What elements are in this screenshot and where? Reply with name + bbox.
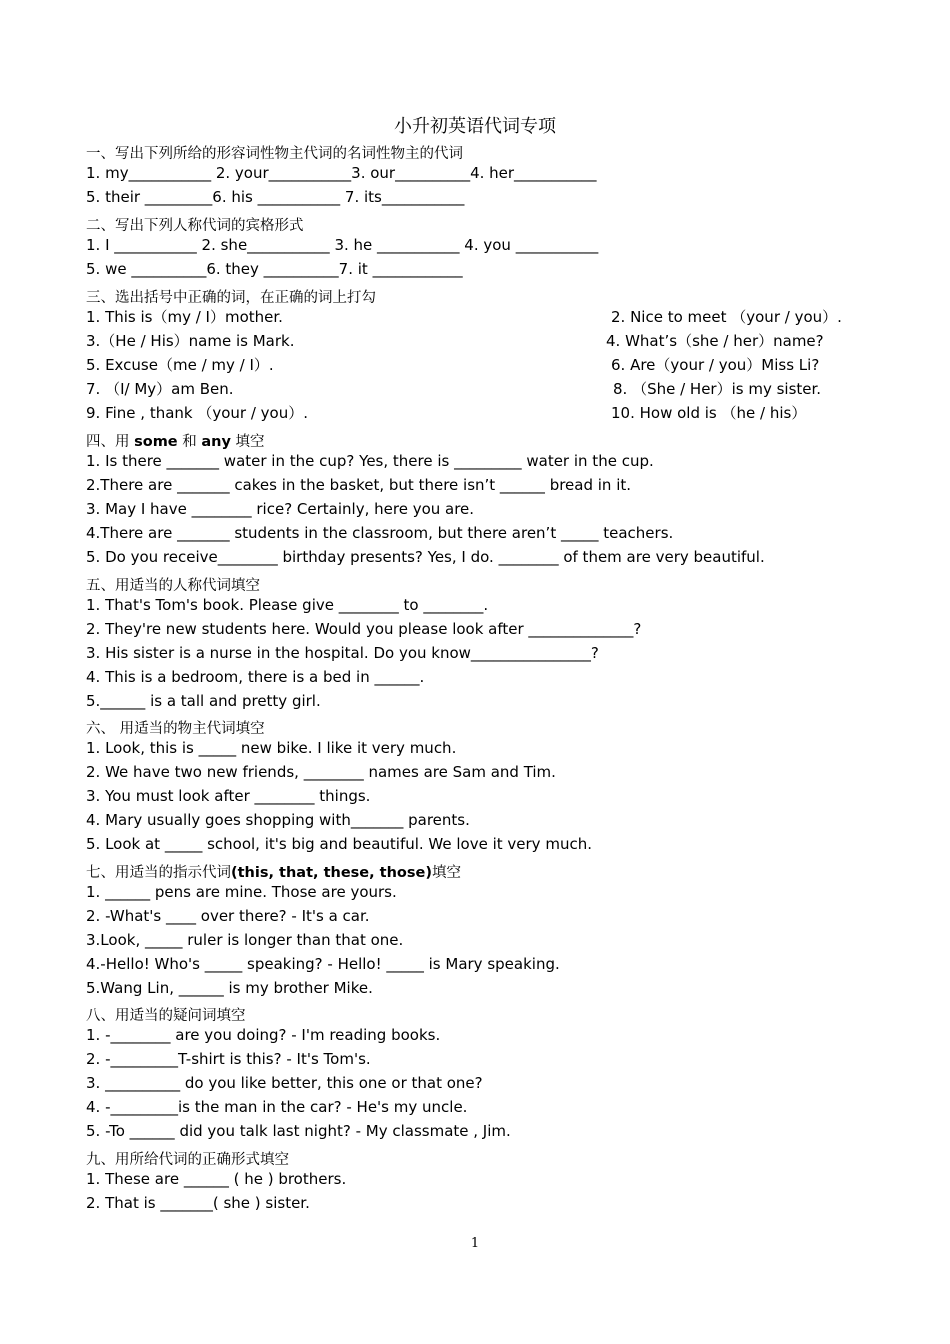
section-4-line-1: 1. Is there _______ water in the cup? Yes, there is _________ water in the cup. xyxy=(86,452,654,470)
section-4-line-2: 2.There are _______ cakes in the basket, but there isn’t ______ bread in it. xyxy=(86,476,632,494)
section-6-line-4: 4. Mary usually goes shopping with_______ parents. xyxy=(86,811,470,829)
section-3-question-10: 10. How old is （he / his） xyxy=(611,404,807,422)
section-5-line-5: 5.______ is a tall and pretty girl. xyxy=(86,692,321,710)
section-7-line-5: 5.Wang Lin, ______ is my brother Mike. xyxy=(86,979,373,997)
section-5-line-2: 2. They're new students here. Would you please look after ______________? xyxy=(86,620,642,638)
section-4-heading-suffix: 填空 xyxy=(230,434,265,450)
section-1-line-1: 1. my___________ 2. your___________3. our__________4. her___________ xyxy=(86,164,597,182)
section-5-line-1: 1. That's Tom's book. Please give ________ to ________. xyxy=(86,596,489,614)
section-5-line-3: 3. His sister is a nurse in the hospital. Do you know________________? xyxy=(86,644,599,662)
section-3-question-6: 6. Are（your / you）Miss Li? xyxy=(611,356,820,374)
section-6-line-3: 3. You must look after ________ things. xyxy=(86,787,371,805)
section-7-line-1: 1. ______ pens are mine. Those are yours. xyxy=(86,883,397,901)
section-4-heading xyxy=(86,432,265,452)
section-3-question-1: 1. This is（my / I）mother. xyxy=(86,308,283,326)
section-6-line-2: 2. We have two new friends, ________ names are Sam and Tim. xyxy=(86,763,556,781)
section-6-line-5: 5. Look at _____ school, it's big and beautiful. We love it very much. xyxy=(86,835,592,853)
section-9-line-2: 2. That is _______( she ) sister. xyxy=(86,1194,310,1212)
section-8-line-5: 5. -To ______ did you talk last night? - My classmate , Jim. xyxy=(86,1122,511,1140)
section-3-question-3: 3.（He / His）name is Mark. xyxy=(86,332,295,350)
section-8-line-4: 4. -_________is the man in the car? - He's my uncle. xyxy=(86,1098,468,1116)
section-6-heading: 六、 用适当的物主代词填空 xyxy=(86,721,265,737)
section-2-line-1: 1. I ___________ 2. she___________ 3. he ___________ 4. you ___________ xyxy=(86,236,599,254)
section-7-line-4: 4.-Hello! Who's _____ speaking? - Hello! _____ is Mary speaking. xyxy=(86,955,560,973)
section-9-heading: 九、用所给代词的正确形式填空 xyxy=(86,1152,289,1168)
section-3-question-9: 9. Fine , thank （your / you）. xyxy=(86,404,309,422)
section-4-heading-and: 和 xyxy=(177,434,202,450)
section-6-line-1: 1. Look, this is _____ new bike. I like it very much. xyxy=(86,739,457,757)
section-4-line-4: 4.There are _______ students in the classroom, but there aren’t _____ teachers. xyxy=(86,524,674,542)
section-8-line-2: 2. -_________T-shirt is this? - It's Tom's. xyxy=(86,1050,371,1068)
section-8-line-3: 3. __________ do you like better, this one or that one? xyxy=(86,1074,483,1092)
section-3-question-7: 7. （I/ My）am Ben. xyxy=(86,380,234,398)
section-8-line-1: 1. -________ are you doing? - I'm reading books. xyxy=(86,1026,441,1044)
section-4-line-3: 3. May I have ________ rice? Certainly, here you are. xyxy=(86,500,475,518)
section-7-heading xyxy=(86,863,461,883)
section-7-heading-prefix: 七、用适当的指示代词 xyxy=(86,865,231,881)
section-8-heading: 八、用适当的疑问词填空 xyxy=(86,1008,246,1024)
section-9-line-1: 1. These are ______ ( he ) brothers. xyxy=(86,1170,347,1188)
section-5-heading: 五、用适当的人称代词填空 xyxy=(86,578,260,594)
section-7-heading-suffix: 填空 xyxy=(431,865,461,881)
section-3-question-5: 5. Excuse（me / my / I）. xyxy=(86,356,274,374)
keyword-some: some xyxy=(134,434,178,450)
section-3-question-8: 8. （She / Her）is my sister. xyxy=(613,380,822,398)
section-7-line-3: 3.Look, _____ ruler is longer than that one. xyxy=(86,931,404,949)
page-number: 1 xyxy=(470,1236,480,1251)
section-7-heading-keywords: (this, that, these, those) xyxy=(231,865,432,881)
section-3-question-2: 2. Nice to meet （your / you）. xyxy=(611,308,842,326)
section-2-line-2: 5. we __________6. they __________7. it ____________ xyxy=(86,260,463,278)
section-1-heading: 一、写出下列所给的形容词性物主代词的名词性物主的代词 xyxy=(86,146,463,162)
section-4-heading-prefix: 四、用 xyxy=(86,434,135,450)
page-title: 小升初英语代词专项 xyxy=(394,116,556,137)
section-3-heading: 三、选出括号中正确的词，在正确的词上打勾 xyxy=(86,290,376,306)
section-1-line-2: 5. their _________6. his ___________ 7. its___________ xyxy=(86,188,465,206)
section-5-line-4: 4. This is a bedroom, there is a bed in ______. xyxy=(86,668,425,686)
keyword-any: any xyxy=(201,434,231,450)
section-7-line-2: 2. -What's ____ over there? - It's a car. xyxy=(86,907,370,925)
section-2-heading: 二、写出下列人称代词的宾格形式 xyxy=(86,218,304,234)
section-4-line-5: 5. Do you receive________ birthday presents? Yes, I do. ________ of them are very beautiful. xyxy=(86,548,765,566)
section-3-question-4: 4. What’s（she / her）name? xyxy=(606,332,824,350)
